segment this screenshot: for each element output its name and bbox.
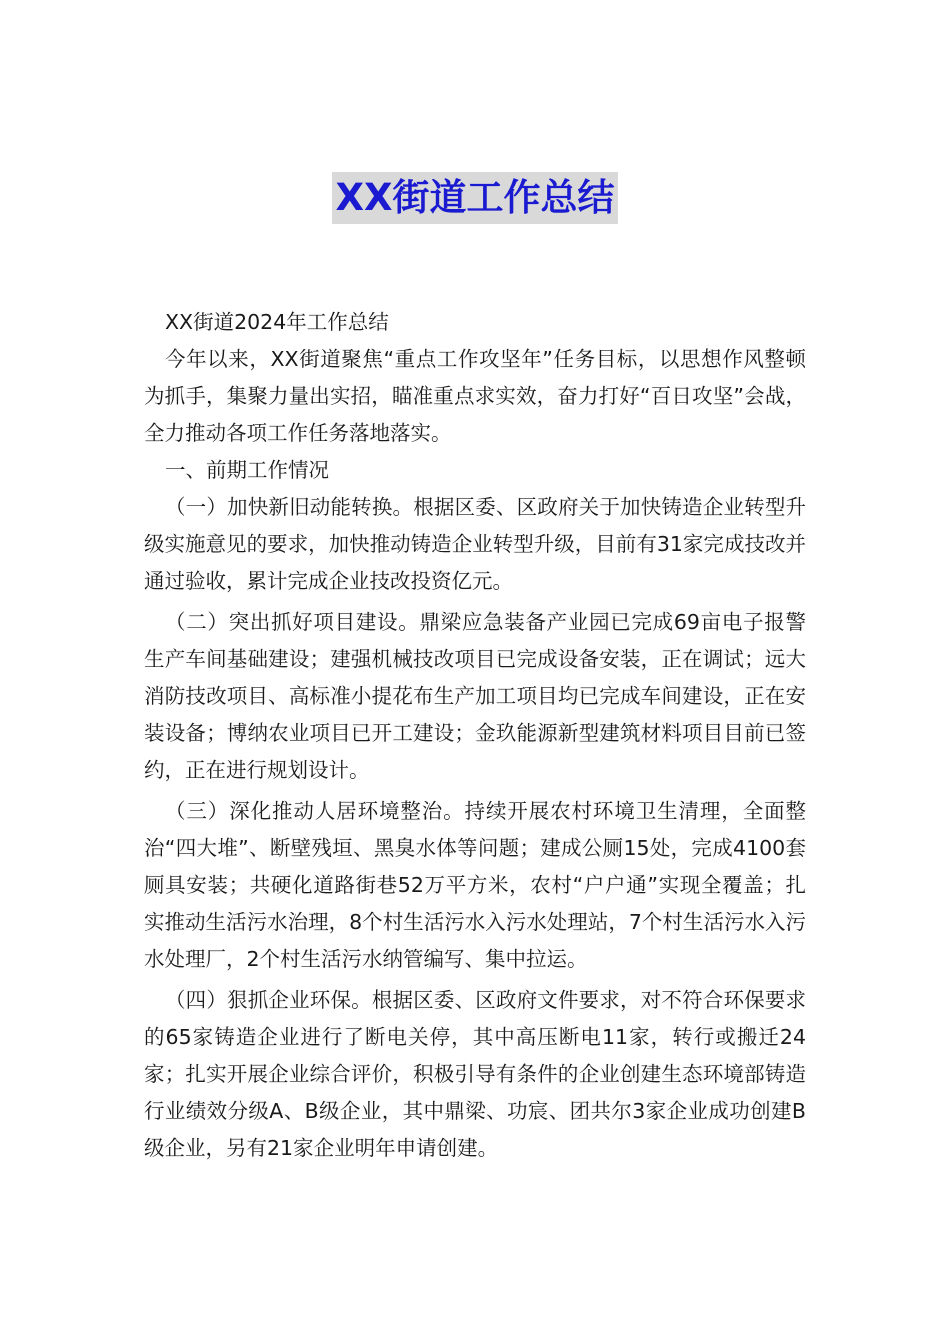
document-body [144, 304, 806, 1167]
section-heading: 一、前期工作情况 [165, 458, 329, 482]
title-block [0, 172, 950, 224]
document-title: XX街道工作总结 [332, 172, 617, 224]
item-paragraph-3: （三）深化推动人居环境整治。持续开展农村环境卫生清理，全面整治“四大堆”、断壁残垣、黑臭水体等问题；建成公厕15处，完成4100套厕具安装；共硬化道路街巷52万平方米，农村“户户通”实现全覆盖；扎实推动生活污水治理，8个村生活污水入污水处理站，7个村生活污水入污水处理厂，2个村生活污水纳管编写、集中拉运。 [144, 799, 806, 971]
item-paragraph-1: （一）加快新旧动能转换。根据区委、区政府关于加快铸造企业转型升级实施意见的要求，加快推动铸造企业转型升级，目前有31家完成技改并通过验收，累计完成企业技改投资亿元。 [144, 495, 806, 593]
subtitle-paragraph: XX街道2024年工作总结 [165, 310, 389, 334]
item-paragraph-2: （二）突出抓好项目建设。鼎梁应急装备产业园已完成69亩电子报警生产车间基础建设；建强机械技改项目已完成设备安装，正在调试；远大消防技改项目、高标准小提花布生产加工项目均已完成车间建设，正在安装设备；博纳农业项目已开工建设；金玖能源新型建筑材料项目目前已签约，正在进行规划设计。 [144, 610, 806, 782]
item-paragraph-4: （四）狠抓企业环保。根据区委、区政府文件要求，对不符合环保要求的65家铸造企业进行了断电关停，其中高压断电11家，转行或搬迁24家；扎实开展企业综合评价，积极引导有条件的企业创建生态环境部铸造行业绩效分级A、B级企业，其中鼎梁、功宸、团共尔3家企业成功创建B级企业，另有21家企业明年申请创建。 [144, 988, 806, 1160]
intro-paragraph: 今年以来，XX街道聚焦“重点工作攻坚年”任务目标，以思想作风整顿为抓手，集聚力量出实招，瞄准重点求实效，奋力打好“百日攻坚”会战，全力推动各项工作任务落地落实。 [144, 347, 806, 445]
